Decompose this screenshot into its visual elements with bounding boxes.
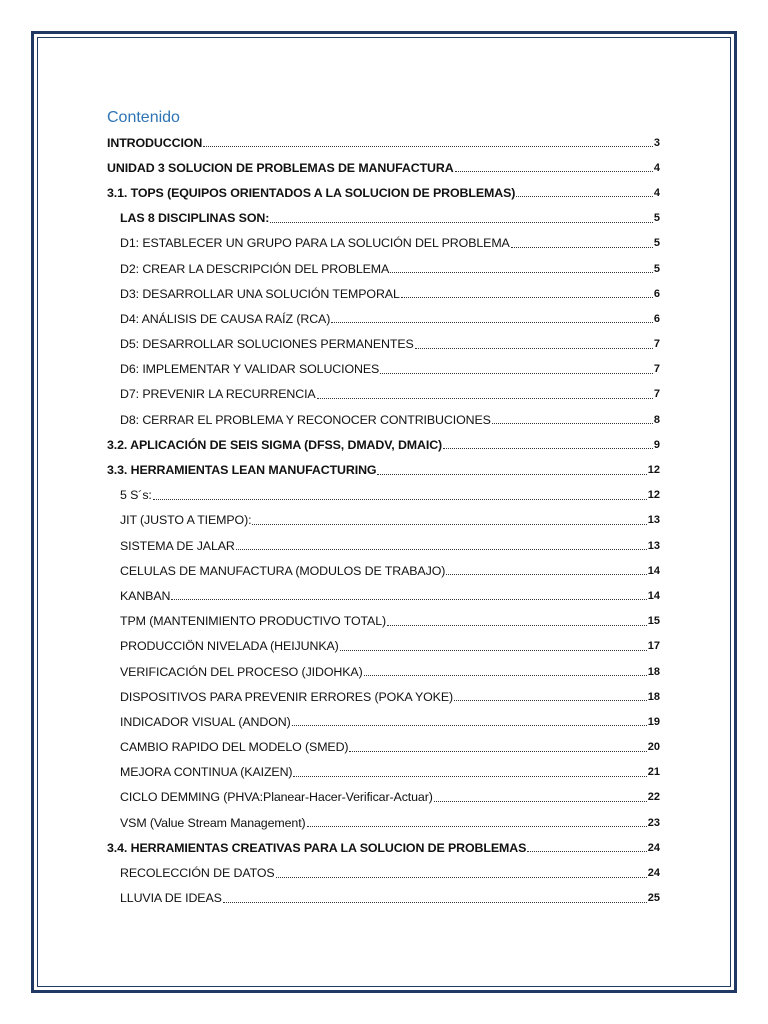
- toc-dot-leader: [516, 196, 653, 197]
- toc-entry[interactable]: [107, 634, 660, 659]
- toc-page-number: 3: [653, 136, 660, 149]
- toc-page-number: 4: [653, 186, 660, 199]
- toc-page-number: 24: [647, 841, 660, 854]
- toc-entry[interactable]: [107, 735, 660, 760]
- toc-entry[interactable]: [107, 281, 660, 306]
- toc-entry-text: D5: DESARROLLAR SOLUCIONES PERMANENTES: [120, 337, 414, 352]
- toc-page-number: 6: [653, 312, 660, 325]
- toc-entry-text: KANBAN: [120, 588, 171, 603]
- toc-page-number: 23: [647, 816, 660, 829]
- toc-page-number: 13: [647, 514, 660, 527]
- toc-entry-text: D4: ANÁLISIS DE CAUSA RAÍZ (RCA): [120, 311, 331, 326]
- toc-dot-leader: [276, 877, 647, 878]
- toc-entry-text: LLUVIA DE IDEAS: [120, 891, 222, 906]
- toc-dot-leader: [492, 423, 653, 424]
- toc-entry[interactable]: [107, 659, 660, 684]
- toc-entry[interactable]: [107, 508, 660, 533]
- toc-entry[interactable]: [107, 130, 660, 155]
- toc-entry[interactable]: [107, 860, 660, 885]
- toc-entry[interactable]: [107, 155, 660, 180]
- toc-page-number: 20: [647, 741, 660, 754]
- toc-page-number: 15: [647, 615, 660, 628]
- toc-dot-leader: [390, 272, 653, 273]
- toc-entry[interactable]: [107, 609, 660, 634]
- toc-dot-leader: [443, 448, 653, 449]
- toc-dot-leader: [511, 247, 653, 248]
- toc-dot-leader: [387, 625, 647, 626]
- toc-dot-leader: [446, 574, 646, 575]
- toc-entry-text: INDICADOR VISUAL (ANDON): [120, 714, 291, 729]
- toc-entry-text: INTRODUCCION: [107, 135, 203, 150]
- toc-entry-text: D8: CERRAR EL PROBLEMA Y RECONOCER CONTRIBUCIONES: [120, 412, 491, 427]
- toc-dot-leader: [415, 348, 653, 349]
- toc-entry[interactable]: [107, 457, 660, 482]
- toc-page-number: 9: [653, 438, 660, 451]
- toc-entry-text: VERIFICACIÓN DEL PROCESO (JIDOHKA): [120, 664, 363, 679]
- toc-dot-leader: [364, 675, 647, 676]
- toc-entry-text: 3.3. HERRAMIENTAS LEAN MANUFACTURING: [107, 463, 377, 478]
- toc-entry[interactable]: [107, 407, 660, 432]
- toc-entry[interactable]: [107, 382, 660, 407]
- toc-entry[interactable]: [107, 810, 660, 835]
- toc-dot-leader: [434, 801, 647, 802]
- toc-page-number: 6: [653, 287, 660, 300]
- toc-entry[interactable]: [107, 256, 660, 281]
- toc-entry[interactable]: [107, 684, 660, 709]
- toc-entry-text: VSM (Value Stream Management): [120, 815, 306, 830]
- toc-entry[interactable]: [107, 483, 660, 508]
- toc-page-number: 4: [653, 161, 660, 174]
- toc-dot-leader: [527, 851, 646, 852]
- toc-entry[interactable]: [107, 533, 660, 558]
- toc-dot-leader: [171, 599, 646, 600]
- toc-page-number: 5: [653, 237, 660, 250]
- toc-page-number: 17: [647, 640, 660, 653]
- toc-entry[interactable]: [107, 206, 660, 231]
- toc-page-number: 5: [653, 212, 660, 225]
- toc-entry-text: DISPOSITIVOS PARA PREVENIR ERRORES (POKA YOKE): [120, 689, 454, 704]
- toc-dot-leader: [270, 222, 653, 223]
- toc-dot-leader: [223, 902, 647, 903]
- toc-dot-leader: [454, 700, 647, 701]
- toc-page-number: 18: [647, 665, 660, 678]
- toc-entry-text: D3: DESARROLLAR UNA SOLUCIÓN TEMPORAL: [120, 286, 400, 301]
- toc-entry-text: 5 S´s:: [120, 488, 152, 503]
- toc-dot-leader: [349, 751, 646, 752]
- toc-entry[interactable]: [107, 357, 660, 382]
- toc-entry[interactable]: [107, 886, 660, 911]
- toc-page-number: 7: [653, 338, 660, 351]
- toc-page-number: 8: [653, 413, 660, 426]
- toc-dot-leader: [317, 398, 653, 399]
- toc-entry[interactable]: [107, 231, 660, 256]
- toc-dot-leader: [293, 776, 646, 777]
- toc-entry-text: TPM (MANTENIMIENTO PRODUCTIVO TOTAL): [120, 614, 387, 629]
- toc-entry-text: CICLO DEMMING (PHVA:Planear-Hacer-Verificar-Actuar): [120, 790, 433, 805]
- toc-entry-text: 3.1. TOPS (EQUIPOS ORIENTADOS A LA SOLUCION DE PROBLEMAS): [107, 185, 516, 200]
- toc-entry-text: PRODUCCIÖN NIVELADA (HEIJUNKA): [120, 639, 339, 654]
- toc-entry[interactable]: [107, 332, 660, 357]
- toc-dot-leader: [377, 474, 646, 475]
- toc-entry[interactable]: [107, 760, 660, 785]
- toc-dot-leader: [380, 373, 653, 374]
- toc-dot-leader: [307, 826, 647, 827]
- toc-entry-text: CELULAS DE MANUFACTURA (MODULOS DE TRABAJO): [120, 563, 446, 578]
- toc-dot-leader: [153, 499, 647, 500]
- table-of-contents: [107, 130, 660, 911]
- toc-entry-text: D7: PREVENIR LA RECURRENCIA: [120, 387, 316, 402]
- toc-entry-text: 3.2. APLICACIÓN DE SEIS SIGMA (DFSS, DMADV, DMAIC): [107, 437, 443, 452]
- toc-page-number: 22: [647, 791, 660, 804]
- toc-entry-text: JIT (JUSTO A TIEMPO):: [120, 513, 252, 528]
- toc-entry[interactable]: [107, 558, 660, 583]
- toc-dot-leader: [252, 524, 646, 525]
- toc-entry-text: D1: ESTABLECER UN GRUPO PARA LA SOLUCIÓN DEL PROBLEMA: [120, 236, 510, 251]
- toc-page-number: 18: [647, 690, 660, 703]
- toc-entry[interactable]: [107, 306, 660, 331]
- toc-page-number: 14: [647, 564, 660, 577]
- toc-entry[interactable]: [107, 709, 660, 734]
- toc-entry-text: CAMBIO RAPIDO DEL MODELO (SMED): [120, 740, 349, 755]
- toc-page-number: 7: [653, 363, 660, 376]
- toc-dot-leader: [292, 725, 647, 726]
- toc-heading: Contenido: [107, 109, 180, 126]
- toc-entry[interactable]: [107, 432, 660, 457]
- toc-dot-leader: [203, 146, 653, 147]
- toc-entry-text: D2: CREAR LA DESCRIPCIÓN DEL PROBLEMA: [120, 261, 390, 276]
- toc-page-number: 7: [653, 388, 660, 401]
- toc-entry-text: 3.4. HERRAMIENTAS CREATIVAS PARA LA SOLUCION DE PROBLEMAS: [107, 840, 527, 855]
- toc-page-number: 14: [647, 589, 660, 602]
- toc-entry[interactable]: [107, 835, 660, 860]
- toc-entry[interactable]: [107, 583, 660, 608]
- toc-page-number: 13: [647, 539, 660, 552]
- toc-dot-leader: [455, 171, 653, 172]
- toc-entry-text: SISTEMA DE JALAR: [120, 538, 235, 553]
- toc-entry[interactable]: [107, 180, 660, 205]
- toc-dot-leader: [340, 650, 647, 651]
- toc-dot-leader: [236, 549, 647, 550]
- toc-page-number: 25: [647, 892, 660, 905]
- toc-dot-leader: [331, 322, 653, 323]
- toc-dot-leader: [401, 297, 653, 298]
- toc-entry-text: LAS 8 DISCIPLINAS SON:: [120, 211, 270, 226]
- toc-page-number: 12: [647, 464, 660, 477]
- toc-page-number: 5: [653, 262, 660, 275]
- toc-entry-text: UNIDAD 3 SOLUCION DE PROBLEMAS DE MANUFACTURA: [107, 160, 454, 175]
- toc-page-number: 19: [647, 715, 660, 728]
- toc-entry-text: D6: IMPLEMENTAR Y VALIDAR SOLUCIONES: [120, 362, 380, 377]
- toc-page-number: 21: [647, 766, 660, 779]
- toc-page-number: 12: [647, 489, 660, 502]
- toc-entry[interactable]: [107, 785, 660, 810]
- toc-entry-text: MEJORA CONTINUA (KAIZEN): [120, 765, 293, 780]
- toc-entry-text: RECOLECCIÓN DE DATOS: [120, 866, 275, 881]
- toc-page-number: 24: [647, 867, 660, 880]
